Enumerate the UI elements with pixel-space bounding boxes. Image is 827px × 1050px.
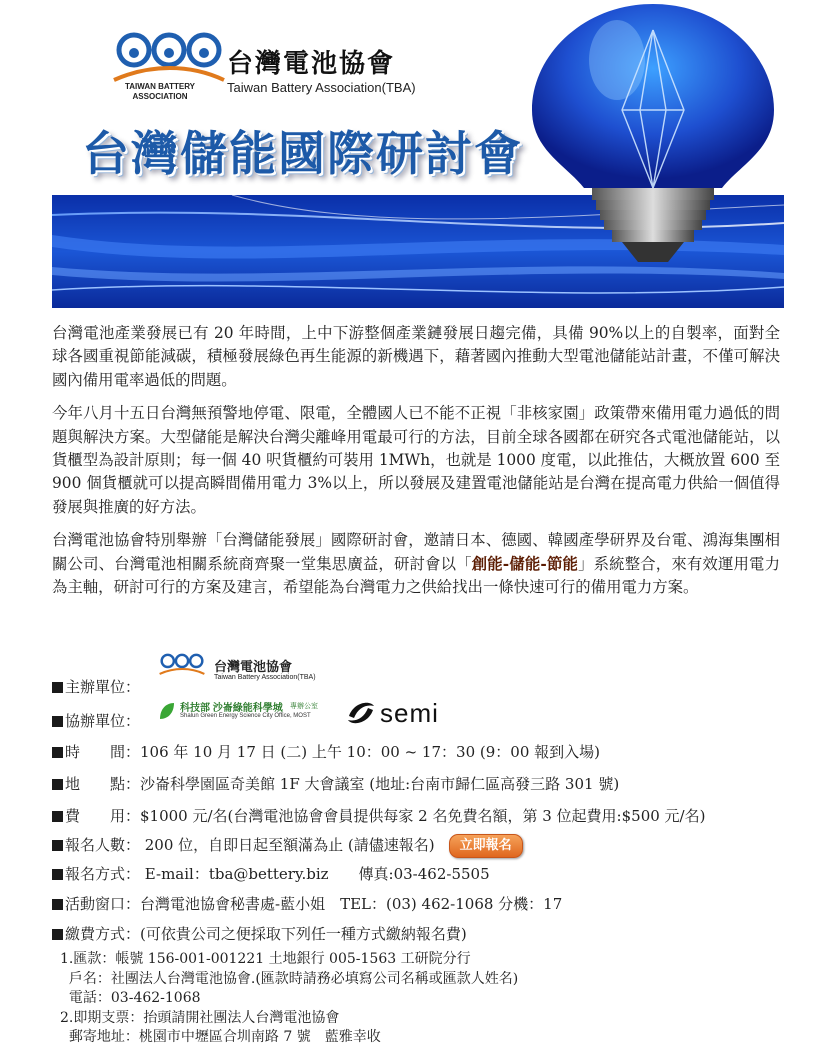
header-banner [52,0,784,308]
bullet-square-icon [52,840,63,851]
payment-details [60,950,518,1048]
time-text: 時 間：106 年 10 月 17 日 (二) 上午 10：00 ~ 17：30 (9：00 報到入場) [65,743,600,761]
payment-line: 戶名：社團法人台灣電池協會.(匯款時請務必填寫公司名稱或匯款人姓名) [60,970,519,987]
paragraph-3-end: 」系統整合，來有效運用電力為主軸，研討可行的方案及建言，希望能為台灣電力之供給找出一條快速可行的備用電力方案。 [52,554,780,597]
most-logo-office: 專辦公室 [290,703,318,710]
method-text: 報名方式： E-mail：tba@bettery.biz 傳真:03-462-5505 [65,865,490,883]
host-logo-en: Taiwan Battery Association(TBA) [214,674,316,681]
bullet-square-icon [52,682,63,693]
bullet-square-icon [52,716,63,727]
bullet-square-icon [52,899,63,910]
leaf-logo-icon [158,701,176,721]
time-row [52,742,600,762]
semi-logo [346,698,466,730]
fee-row [52,806,705,826]
place-text: 地 點：沙崙科學園區奇美館 1F 大會議室 (地址:台南市歸仁區高發三路 301 號) [65,775,620,793]
payment-row [52,924,467,944]
register-now-button[interactable]: 立即報名 [449,834,523,858]
count-text: 報名人數： 200 位，自即日起至額滿為止 (請儘速報名) [65,836,435,854]
co-host-label: 協辦單位： [65,712,141,730]
fee-text: 費 用：$1000 元/名(台灣電池協會會員提供每家 2 名免費名額，第 3 位起費用:$500 元/名) [65,807,706,825]
payment-line: 郵寄地址：桃園市中壢區合圳南路 7 號 藍雅幸收 [60,1029,381,1045]
paragraph-1: 台灣電池產業發展已有 20 年時間，上中下游整個產業鏈發展日趨完備，具備 90%以上的自製率，面對全球各國重視節能減碳，積極發展綠色再生能源的新機遇下，藉著國內推動大型電池儲能站計畫，不僅可解決國內備用電率過低的問題。 [52,324,780,389]
bullet-square-icon [52,747,63,758]
host-logo-name: 台灣電池協會 [214,659,293,674]
method-row [52,864,490,884]
tba-small-logo-icon [158,650,206,684]
paragraph-3-start: 台灣電池協會特別舉辦「台灣儲能發展」國際研討會，邀請日本、德國、韓國產學研界及台電、鴻海集團相關公司、台灣電池相關系統商齊聚一堂集思廣益，研討會以「 [52,531,780,573]
paragraph-3-emphasis: 創能-儲能-節能 [471,554,579,573]
contact-text: 活動窗口：台灣電池協會秘書處-藍小姐 TEL：(03) 462-1068 分機：17 [65,895,563,913]
host-row [52,677,140,697]
place-row [52,774,619,794]
payment-line: 電話：03-462-1068 [60,990,201,1006]
bullet-square-icon [52,929,63,940]
most-logo-en: Shalun Green Energy Science City Office, MOST [180,713,311,719]
co-host-row [52,711,140,731]
bullet-square-icon [52,869,63,880]
count-row [52,834,523,858]
semi-text: semi [380,698,439,728]
most-logo [158,699,338,729]
payment-line: 1.匯款：帳號 156-001-001221 土地銀行 005-1563 工研院分行 [60,951,471,967]
org-name-en: Taiwan Battery Association(TBA) [227,80,416,95]
logo-tagline: TAIWAN BATTERY ASSOCIATION [124,82,196,101]
bullet-square-icon [52,811,63,822]
host-logo [158,650,358,690]
paragraph-3 [52,529,780,599]
bullet-square-icon [52,779,63,790]
event-title: 台灣儲能國際研討會 [82,127,523,182]
light-bulb-image [522,0,784,268]
semi-swoosh-icon [346,698,376,728]
payment-text: 繳費方式：(可依貴公司之便採取下列任一種方式繳納報名費) [65,925,467,943]
payment-line: 2.即期支票：抬頭請開社團法人台灣電池協會 [60,1009,340,1026]
most-logo-zh: 科技部 沙崙綠能科學城 [180,703,283,714]
paragraph-2: 今年八月十五日台灣無預警地停電、限電，全體國人已不能不正視「非核家園」政策帶來備用電力過低的問題與解決方案。大型儲能是解決台灣尖離峰用電最可行的方法，目前全球各國都在研究各式電池儲能站，以貨櫃型為設計原則；每一個 40 呎貨櫃約可裝用 1MWh，也就是 1000 度電，以此推估，大概放置 600 至 900 個貨櫃就可以提高瞬間備用電力 3%以上，所以發展及建置電池儲能站是台灣在提高電力供給一個值得發展與推廣的好方法。 [52,404,780,516]
org-name-zh: 台灣電池協會 [227,48,396,78]
host-label: 主辦單位： [65,678,141,696]
intro-text [52,322,780,609]
contact-row [52,894,562,914]
